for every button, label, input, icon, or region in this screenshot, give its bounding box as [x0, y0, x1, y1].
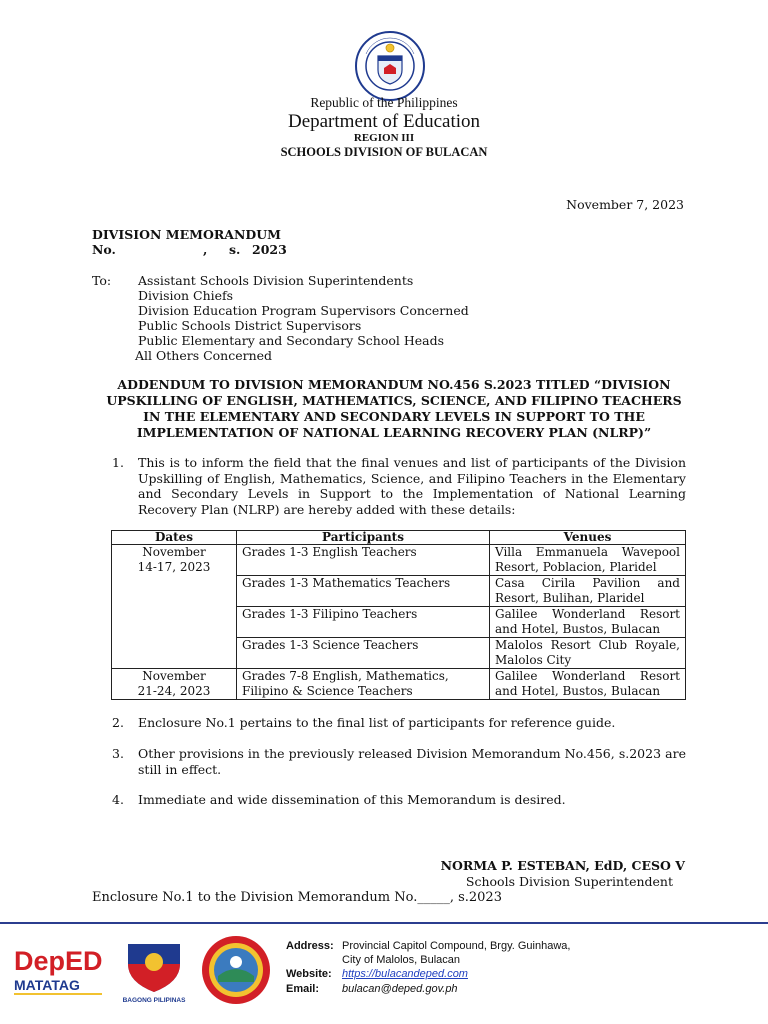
venue-cell: Villa Emmanuela Wavepool Resort, Poblacion, Plaridel [490, 545, 686, 576]
table-header-row [112, 531, 686, 545]
address-label: Address: [286, 940, 334, 952]
enclosure-line: Enclosure No.1 to the Division Memorandum No._____, s.2023 [92, 890, 502, 905]
date-line: November [142, 669, 206, 683]
participants-cell: Grades 7-8 English, Mathematics, Filipino & Science Teachers [237, 669, 490, 700]
item-text: Immediate and wide dissemination of this Memorandum is desired. [138, 792, 566, 807]
website-label: Website: [286, 968, 332, 980]
venue-cell: Galilee Wonderland Resort and Hotel, Bustos, Bulacan [490, 669, 686, 700]
region-line: REGION III [353, 132, 415, 144]
recipient-item: Public Elementary and Secondary School Heads [138, 333, 445, 348]
deped-logo-text: DepED [14, 946, 103, 976]
republic-line: Republic of the Philippines [310, 95, 458, 110]
header-venues: Venues [490, 531, 686, 545]
date-cell [112, 545, 237, 669]
item-text: Enclosure No.1 pertains to the final list of participants for reference guide. [138, 715, 616, 730]
participants-cell: Grades 1-3 Filipino Teachers [237, 607, 490, 638]
department-title: Department of Education [287, 111, 481, 132]
item-number: 3. [112, 746, 124, 761]
venue-cell: Galilee Wonderland Resort and Hotel, Bustos, Bulacan [490, 607, 686, 638]
recipient-item: Assistant Schools Division Superintendents [138, 273, 414, 288]
recipient-item: Public Schools District Supervisors [138, 318, 362, 333]
deped-matatag-logo [10, 940, 110, 1000]
numbered-item [112, 746, 686, 777]
footer-divider [0, 922, 768, 924]
recipient-item: Division Education Program Supervisors Concerned [138, 303, 469, 318]
recipient-item: Division Chiefs [138, 288, 234, 303]
numbered-item [112, 715, 686, 731]
division-line: SCHOOLS DIVISION OF BULACAN [280, 145, 488, 159]
bagong-text: BAGONG PILIPINAS [122, 997, 186, 1004]
date-line: 14-17, 2023 [137, 560, 211, 574]
bagong-pilipinas-logo [118, 932, 190, 1004]
item-text: Other provisions in the previously released Division Memorandum No.456, s.2023 are still in effect. [138, 746, 686, 777]
item-number: 2. [112, 715, 124, 730]
memo-series-label: s. [229, 242, 241, 257]
date-line: November [142, 545, 206, 559]
memo-number-line [92, 242, 292, 258]
header-dates: Dates [112, 531, 237, 545]
venue-cell: Casa Cirila Pavilion and Resort, Bulihan, Plaridel [490, 576, 686, 607]
signatory-name: NORMA P. ESTEBAN, EdD, CESO V [440, 858, 685, 873]
email-label: Email: [286, 983, 320, 995]
table-row [112, 545, 686, 576]
item-text: This is to inform the field that the final venues and list of participants of the Division Upskilling of English, Mathematics, Science, and Filipino Teachers in the Elementary and Secondary Levels in Support to the Implementation of National Learning Recovery Plan (NLRP) are hereby added with these details: [138, 455, 686, 517]
date-line: 21-24, 2023 [137, 684, 211, 698]
matatag-text: MATATAG [14, 977, 80, 993]
memo-title: DIVISION MEMORANDUM [92, 227, 281, 242]
signatory-title: Schools Division Superintendent [465, 874, 673, 889]
item-number: 1. [112, 455, 124, 470]
details-table [111, 530, 686, 700]
address-line-1: Provincial Capitol Compound, Brgy. Guinhawa, [342, 940, 571, 952]
date-cell [112, 669, 237, 700]
deped-seal-icon [354, 30, 426, 102]
table-row [112, 669, 686, 700]
participants-cell: Grades 1-3 Mathematics Teachers [237, 576, 490, 607]
participants-cell: Grades 1-3 Science Teachers [237, 638, 490, 669]
item-number: 4. [112, 792, 124, 807]
sdo-bulacan-seal [200, 934, 272, 1006]
memo-no-label: No. [92, 242, 116, 257]
memo-year: 2023 [252, 242, 287, 257]
email-link[interactable]: bulacan@deped.gov.ph [342, 983, 458, 995]
address-line-2: City of Malolos, Bulacan [342, 954, 460, 966]
header-participants: Participants [237, 531, 490, 545]
website-link[interactable]: https://bulacandeped.com [342, 968, 468, 980]
venue-cell: Malolos Resort Club Royale, Malolos City [490, 638, 686, 669]
recipient-item: All Others Concerned [135, 348, 273, 363]
memo-subject: ADDENDUM TO DIVISION MEMORANDUM NO.456 S.2023 TITLED “DIVISION UPSKILLING OF ENGLISH, MATHEMATICS, SCIENCE, AND FILIPINO TEACHERS IN THE ELEMENTARY AND SECONDARY LEVELS IN SUPPORT TO THE IMPLEMENTATION OF NATIONAL LEARNING RECOVERY PLAN (NLRP)” [106, 377, 682, 440]
memo-date: November 7, 2023 [566, 197, 684, 212]
numbered-item [112, 455, 686, 517]
memo-no-comma: , [203, 242, 208, 257]
recipient-list [135, 273, 469, 363]
numbered-item [112, 792, 686, 808]
participants-cell: Grades 1-3 English Teachers [237, 545, 490, 576]
to-label: To: [92, 273, 112, 288]
